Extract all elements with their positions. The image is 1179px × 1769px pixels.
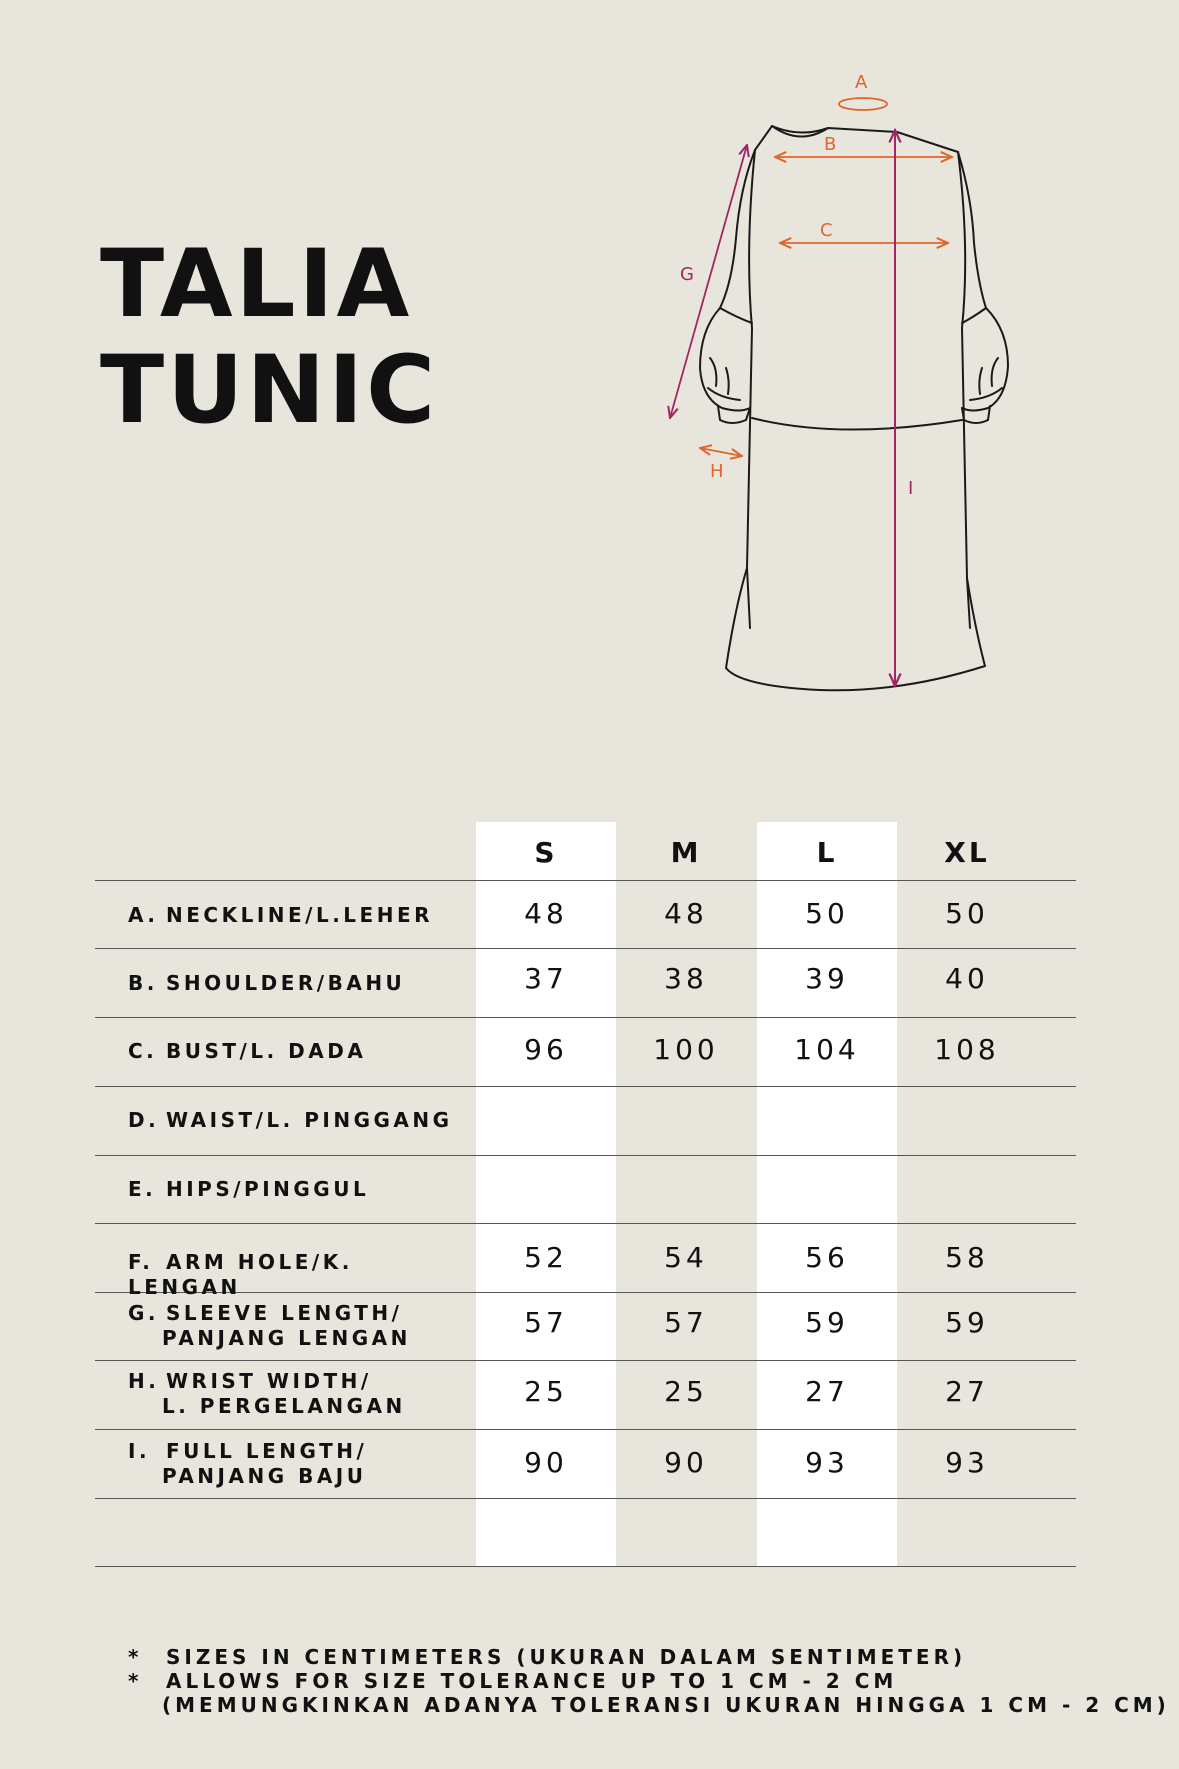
cell-sleeve-length-m: 57	[664, 1306, 708, 1339]
cell-wrist-width-s: 25	[524, 1375, 568, 1408]
tunic-measurement-diagram	[640, 68, 1040, 758]
row-label-full-length: I. FULL LENGTH/ PANJANG BAJU	[128, 1439, 368, 1488]
size-header-xl: XL	[944, 836, 990, 869]
row-label-waist: D. WAIST/L. PINGGANG	[128, 1108, 453, 1132]
measure-h-wrist	[700, 448, 742, 482]
cell-neckline-s: 48	[524, 897, 568, 930]
cell-bust-s: 96	[524, 1033, 568, 1066]
measure-a-neckline	[839, 72, 887, 110]
row-label-sleeve-length: G. SLEEVE LENGTH/ PANJANG LENGAN	[128, 1301, 411, 1350]
cell-shoulder-s: 37	[524, 962, 568, 995]
table-rule	[95, 1086, 1076, 1087]
size-header-l: L	[816, 836, 838, 869]
row-label-bust: C. BUST/L. DADA	[128, 1039, 367, 1063]
row-label-wrist-width: H. WRIST WIDTH/ L. PERGELANGAN	[128, 1369, 406, 1418]
cell-bust-m: 100	[653, 1033, 719, 1066]
table-rule	[95, 1498, 1076, 1499]
label-g: G	[680, 264, 694, 285]
cell-arm-hole-s: 52	[524, 1241, 568, 1274]
cell-bust-l: 104	[794, 1033, 860, 1066]
product-title	[100, 232, 438, 444]
cell-full-length-l: 93	[805, 1446, 849, 1479]
label-b: B	[824, 134, 837, 155]
row-label-shoulder: B. SHOULDER/BAHU	[128, 971, 406, 995]
table-rule	[95, 1360, 1076, 1361]
cell-arm-hole-l: 56	[805, 1241, 849, 1274]
cell-sleeve-length-xl: 59	[945, 1306, 989, 1339]
cell-bust-xl: 108	[934, 1033, 1000, 1066]
cell-wrist-width-l: 27	[805, 1375, 849, 1408]
cell-wrist-width-xl: 27	[945, 1375, 989, 1408]
label-a: A	[855, 72, 868, 93]
size-header-m: M	[670, 836, 702, 869]
tunic-outline	[700, 126, 1008, 690]
label-i: I	[908, 478, 914, 499]
cell-shoulder-l: 39	[805, 962, 849, 995]
measure-i-length	[895, 130, 913, 686]
note-2: * ALLOWS FOR SIZE TOLERANCE UP TO 1 CM - 2 CM	[128, 1669, 898, 1693]
cell-full-length-s: 90	[524, 1446, 568, 1479]
row-label-hips: E. HIPS/PINGGUL	[128, 1177, 370, 1201]
table-rule	[95, 1155, 1076, 1156]
table-rule	[95, 880, 1076, 881]
title-line-2: TUNIC	[100, 336, 439, 445]
cell-neckline-l: 50	[805, 897, 849, 930]
cell-shoulder-xl: 40	[945, 962, 989, 995]
size-header-s: S	[534, 836, 558, 869]
note-1: * SIZES IN CENTIMETERS (UKURAN DALAM SENTIMETER)	[128, 1645, 967, 1669]
table-rule	[95, 1017, 1076, 1018]
cell-full-length-m: 90	[664, 1446, 708, 1479]
cell-full-length-xl: 93	[945, 1446, 989, 1479]
cell-sleeve-length-l: 59	[805, 1306, 849, 1339]
row-label-neckline: A. NECKLINE/L.LEHER	[128, 903, 434, 927]
measure-g-sleeve	[670, 145, 747, 418]
cell-neckline-m: 48	[664, 897, 708, 930]
cell-sleeve-length-s: 57	[524, 1306, 568, 1339]
size-notes	[128, 1645, 1170, 1717]
table-rule	[95, 1566, 1076, 1567]
title-line-1: TALIA	[100, 230, 413, 339]
table-rule	[95, 948, 1076, 949]
cell-neckline-xl: 50	[945, 897, 989, 930]
table-rule	[95, 1223, 1076, 1224]
cell-arm-hole-m: 54	[664, 1241, 708, 1274]
cell-wrist-width-m: 25	[664, 1375, 708, 1408]
cell-shoulder-m: 38	[664, 962, 708, 995]
label-c: C	[820, 220, 833, 241]
label-h: H	[710, 461, 724, 482]
note-2-translation: (MEMUNGKINKAN ADANYA TOLERANSI UKURAN HINGGA 1 CM - 2 CM)	[162, 1693, 1170, 1717]
row-label-arm-hole: F. ARM HOLE/K. LENGAN	[128, 1250, 353, 1299]
table-rule	[95, 1429, 1076, 1430]
cell-arm-hole-xl: 58	[945, 1241, 989, 1274]
measure-c-bust	[780, 220, 948, 243]
